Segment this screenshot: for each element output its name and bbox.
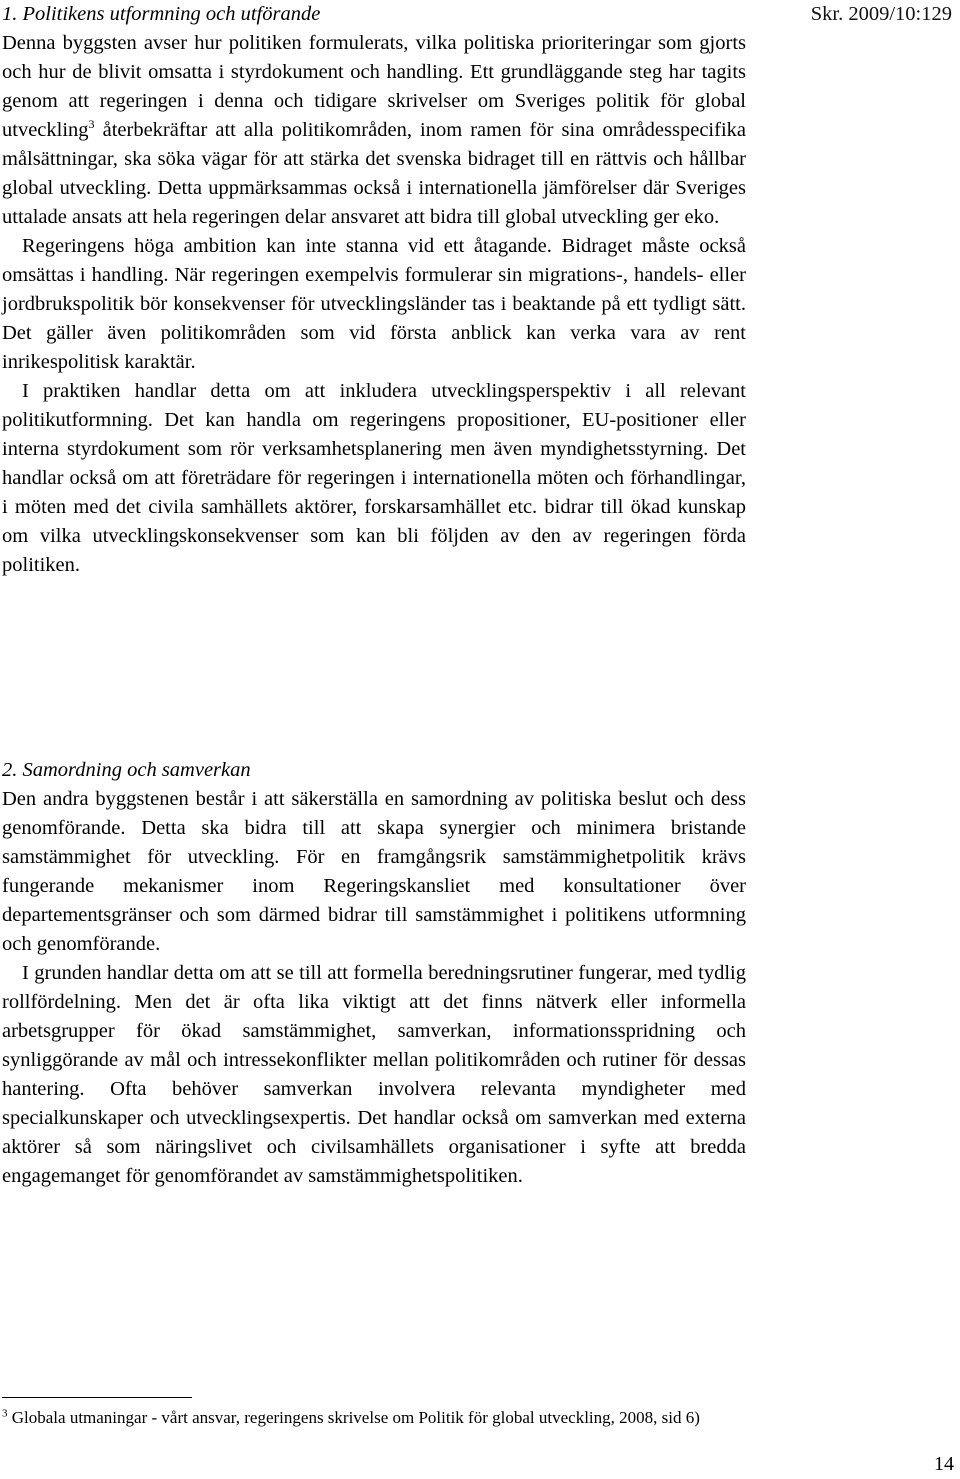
footnote-reference[interactable]: 3 xyxy=(88,117,95,132)
paragraph: I grunden handlar detta om att se till att formella beredningsrutiner fungerar, med tydlig rollfördelning. Men det är ofta lika viktigt att det finns nätverk eller informella arbetsgrupper för ökad samstämmighet, samverkan, informationsspridning och synliggörande av mål och intressekonflikter mellan politikområden och rutiner för dessas hantering. Ofta behöver samverkan involvera relevanta myndigheter med specialkunskaper och utvecklingsexpertis. Det handlar också om samverkan med externa aktörer så som näringslivet och civilsamhällets organisationer i syfte att bredda engagemanget för genomförandet av samstämmighetspolitiken. xyxy=(2,962,746,1187)
document-reference: Skr. 2009/10:129 xyxy=(810,3,952,25)
paragraph-text: Denna byggsten avser hur politiken formulerats, vilka politiska prioriteringar som gjorts och hur de blivit omsatta i styrdokument och handling. Ett grundläggande steg har tagits genom att regeringen i denna och tidigare skrivelser om Sveriges politik för global utveckling xyxy=(2,32,746,141)
paragraph xyxy=(2,29,746,232)
page-number: 14 xyxy=(934,1453,954,1475)
section-samordning-och-samverkan xyxy=(2,756,746,1191)
footnote-divider xyxy=(2,1397,192,1398)
paragraph-text: återbekräftar att alla politikområden, inom ramen för sina områdesspecifika målsättningar, ska söka vägar för att stärka det svenska bidraget till en rättvis och hållbar global utveckling. Detta uppmärksammas också i internationella jämförelser där Sveriges uttalade ansats att hela regeringen delar ansvaret att bidra till global utveckling ger eko. xyxy=(2,119,746,228)
paragraph: I praktiken handlar detta om att inkludera utvecklingsperspektiv i all relevant politikutformning. Det kan handla om regeringens propositioner, EU-positioner eller interna styrdokument som rör verksamhetsplanering men även myndighetsstyrning. Det handlar också om att företrädare för regeringen i internationella möten och förhandlingar, i möten med det civila samhällets aktörer, forskarsamhället etc. bidrar till ökad kunskap om vilka utvecklingskonsekvenser som kan bli följden av den av regeringen förda politiken. xyxy=(2,380,746,576)
paragraph: Regeringens höga ambition kan inte stanna vid ett åtagande. Bidraget måste också omsättas i handling. När regeringen exempelvis formulerar sin migrations-, handels- eller jordbrukspolitik bör konsekvenser för utvecklingsländer tas i beaktande på ett tydligt sätt. Det gäller även politikområden som vid första anblick kan verka vara av rent inrikespolitisk karaktär. xyxy=(2,235,746,373)
footnote-marker: 3 xyxy=(2,1407,8,1420)
section-politikens-utformning xyxy=(2,0,746,580)
section-heading: 2. Samordning och samverkan xyxy=(2,759,251,781)
section-heading: 1. Politikens utformning och utförande xyxy=(2,3,321,25)
footnote-text: Globala utmaningar - vårt ansvar, regeringens skrivelse om Politik för global utveckling, 2008, sid 6) xyxy=(7,1408,700,1427)
paragraph: Den andra byggstenen består i att säkerställa en samordning av politiska beslut och dess genomförande. Detta ska bidra till att skapa synergier och minimera bristande samstämmighet för utveckling. För en framgångsrik samstämmighetpolitik krävs fungerande mekanismer inom Regeringskansliet med konsultationer över departementsgränser och som därmed bidrar till samstämmighet i politikens utformning och genomförande. xyxy=(2,788,746,955)
footnote xyxy=(2,1405,746,1430)
